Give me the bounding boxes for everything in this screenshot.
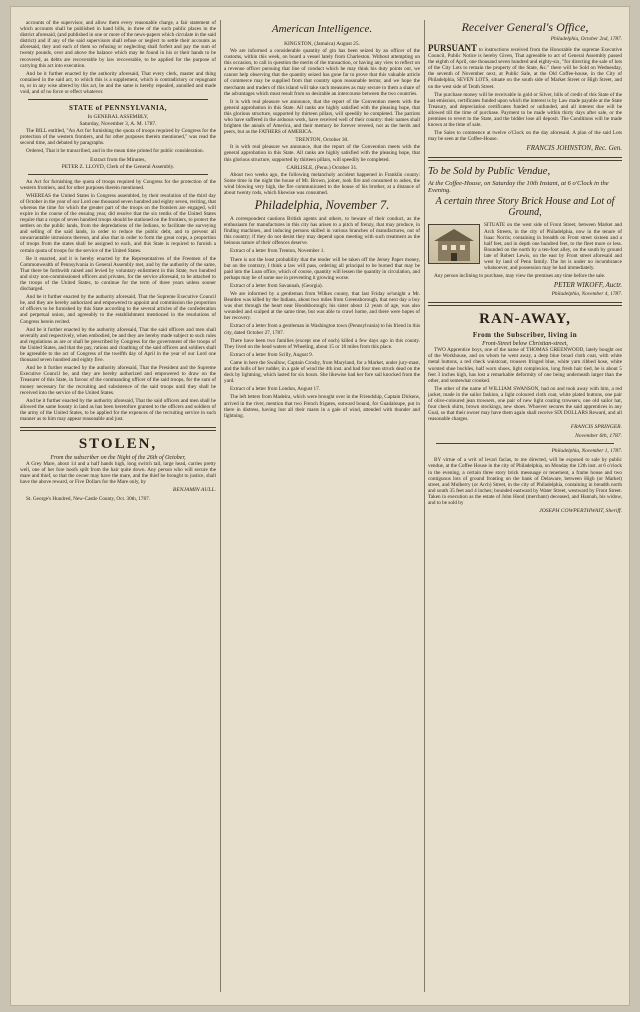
- body-text: WHEREAS the United States in Congress assembled, by their resolution of the third day of October in the year of our Lord one thousand seven hundred and eighty seven, reciting, that whereas the time for which the greater part of the troops on the frontiers are engaged, will expire in the course of the ensuing year, did resolve that the six tenths of the United States require that a corps of seven hundred troops should be stationed on the frontiers, to protect the settlers on the public lands, from the depredations of the Indians, to facilitate the surveying and selling of the said lands, in order to reduce the public debt, and to prevent all unwarrantable intrusions thereon, and also that in order to form the great corps, a proportion of troops from the states shall be assigned to each, and this State is required to furnish a certain quota of troops for the service of the United States.: [20, 192, 216, 254]
- body-text: A Grey Mare, about 14 and a half hands high, long switch tail, large head, carries pretty well, one of her fore hoofs split from the hair quite down. Any person who will secure the mare and thief, so that the owner may have the mare, and the thief be brought to justice, shall have the above reward, or Five Dollars for the Mare only, by: [20, 461, 216, 486]
- body-text: And be it further enacted by the authority aforesaid, That the President and the Supreme Executive Council be, and they are hereby authorized and empowered to draw on the Treasurer of this State, in favour of the commanding officer of the said troops, for the sum of money necessary for the recruiting and subsistence of the said troops until they shall be received into the service of the United States.: [20, 365, 216, 396]
- column-rule: [220, 20, 221, 992]
- divider: [28, 99, 208, 100]
- runaway-subheading: From the Subscriber, living in: [472, 331, 578, 340]
- body-text: The BILL entitled, "An Act for furnishing the quota of troops required by Congress for the protection of the western frontiers, and for other purposes therein mentioned," was read the second time, and debated by paragraphs.: [20, 128, 216, 147]
- body-text: The purchase money will be receivable in gold or Silver, bills of credit of this State of the last emission, certificates funded upon which the interest is by Law made payable at the State Treasury, and depreciation certificates funded or unfunded, and all interest due will be allowed till the time of purchase. Payment to be made within thirty days after sale, or the premises to revert to the State, and the bidder lose all deposit. The Conditions will be made known at the time of sale.: [428, 91, 622, 129]
- divider: [436, 443, 614, 444]
- letter-extract-title: Extract of a letter from Trenton, November 1.: [230, 248, 325, 255]
- column-rule: [424, 20, 425, 992]
- body-text: It is with real pleasure we announce, that the report of the Convention meets with the general approbation in this State. All ranks are highly satisfied with the pleasing hope, that this glorious structure, supported by thirteen pillars, will speedily be completed. The patriots who have suffered in the arduous work, have received well of their country: their names shall brighten the annals of America, and their memory be forever revered, not as the herds and peers, but as the FATHERS of AMERICA.: [224, 98, 420, 136]
- body-text: And be it further enacted by the authority aforesaid, That every clerk, master and thing contained in the said act, to which this is a supplement, which is contradictory or repugnant to, or in any wise altered by this act, be and the same is hereby repealed, annulled and made void, and of no force or effect whatever.: [20, 70, 216, 96]
- body-text: TWO Apprentice boys, one of the name of THOMAS GREENWOOD, lately bought out of the Workhouse, and on whom he went away, a deep blue broad cloth coat, with white metal buttons, a red check waistcoat, trousers fringed blue, white yarn ribbed hose, white worsted shoe buckles, half worn shoes, light complexion, long fresh hair tied, he is about 5 feet 3 inches high, has lost a remarkable deformity of one being underneath larger than the other, and somewhat crooked.: [428, 347, 622, 384]
- letter-extract-title: Extract of a letter from a gentleman in Washington town (Pennsylvania) to his friend in this city, dated October 27, 1787.: [224, 323, 420, 336]
- dateline: KINGSTON, (Jamaica) August 25.: [284, 41, 360, 47]
- stolen-heading: STOLEN,: [78, 436, 158, 453]
- dateline: Philadelphia, November 4, 1787.: [551, 291, 622, 298]
- letter-extract-title: Extract of a letter from Scilly, August 9.: [230, 351, 314, 358]
- house-engraving-image: [428, 224, 480, 264]
- divider: [428, 157, 622, 161]
- vendue-details: At the Coffee-House, on Saturday the 10th Instant, at 6 o'Clock in the Evening.: [428, 180, 609, 195]
- runaway-location: Front-Street below Christian-street,: [482, 341, 568, 348]
- philadelphia-heading: Philadelphia, November 7.: [254, 197, 390, 212]
- runaway-heading: RAN-AWAY,: [479, 311, 571, 328]
- section-heading: STATE of PENNSYLVANIA,: [68, 104, 168, 113]
- body-text: Be it enacted, and it is hereby enacted by the Representatives of the Freemen of the Commonwealth of Pennsylvania in General Assembly met, and by the authority of the same, That there be forthwith raised and levied by voluntary enlistment in this State, two hundred and sixty non-commissioned officers and privates, for the service aforesaid, to be attached to the troops of the United States, to continue for the term of three years unless sooner discharged.: [20, 255, 216, 293]
- body-text: And be it further enacted by the authority aforesaid, That the said officers and men shall severally and respectively, when embodied, be and they are hereby made subject to such rules and regulations as are or shall be prescribed by Congress for the government of the troops of the United States, and that the pay, rations and cloathing of the said officers and soldiers shall be agreeable to the act of Congress of the twelfth day of April in the year of our Lord one thousand seven hundred and eighty five.: [20, 326, 216, 364]
- dateline: TRENTON, October 30.: [295, 137, 349, 144]
- auctioneer-signature: PETER WIKOFF, Auctr.: [553, 281, 622, 290]
- sheriff-signature: JOSEPH COWPERTHWAIT, Sheriff.: [539, 508, 622, 515]
- stolen-subheading: From the subscriber on the Night of the 26th of October,: [50, 455, 186, 462]
- house-heading: A certain three Story Brick House and Lot of Ground,: [435, 196, 615, 219]
- letter-extract-title: Extract of a letter from London, August 17.: [230, 386, 321, 393]
- assembly-heading: In GENERAL ASSEMBLY,: [87, 114, 149, 121]
- newspaper-page: [10, 6, 630, 1006]
- divider: [428, 302, 622, 306]
- body-text: It is with real pleasure we announce, that the report of the Convention meets with the general approbation in this State. All ranks are highly satisfied with the pleasing hope, that this glorious structure, supported by thirteen pillars, will speedily be completed.: [224, 144, 420, 163]
- body-text: There have been two families (except one of each) killed a few days ago in this county. They lived on the head waters of Wheeling, about 15 or 18 miles from this place.: [224, 337, 420, 350]
- runaway-signature: FRANCIS SPRINGER.: [570, 424, 622, 431]
- divider: [20, 427, 216, 431]
- letter-extract-title: Extract of a letter from Savannah, (Georgia).: [230, 282, 323, 289]
- act-title: An Act for furnishing the quota of troops required by Congress for the protection of the western frontiers, and for other purposes therein mentioned.: [20, 178, 216, 191]
- lead-word: PURSUANT: [428, 43, 478, 53]
- clerk-signature: PETER Z. LLOYD, Clerk of the General Assembly.: [61, 163, 175, 170]
- body-text: There is not the least probability that the tender will be taken off the Jersey Paper money, but on the contrary, I think a law will pass, ordering all principal to be burned that may be paid into the Loan office, which of course, quantity will lessen the quantity in circulation, and perhaps may be of some use in preventing it growing worse.: [224, 256, 420, 281]
- body-text: The other of the name of WILLIAM SWANSON, had on and took away with him, a red jacket, made in the sailor fashion, a light coloured cloth coat, white plated buttons, one pair of olive-coloured jean trowsers, one pair of new light coating trowsers, one old sailor hat, four check shirts, brown stockings, new shoes. Whoever secures the said apprentices in any Goal, so that their owner may have them again shall receive SIX DOLLARS Reward, and all reasonable charges.: [428, 385, 622, 423]
- dateline: Saturday, November 3, A. M. 1787.: [79, 121, 157, 128]
- column-left: [20, 20, 216, 992]
- stolen-signature: BENJAMIN AULL.: [172, 487, 216, 494]
- dateline: Philadelphia, November 1, 1787.: [551, 448, 622, 455]
- body-text: Any person inclining to purchase, may view the premises any time before the sale.: [434, 273, 606, 280]
- column-middle: [224, 20, 420, 992]
- stolen-location: St. George's Hundred, New-Castle County, Oct. 30th, 1787.: [26, 496, 150, 503]
- body-text: BY virtue of a writ of levari facias, to me directed, will be exposed to sale by public vendue, at the Coffee House in the city of Philadelphia, on Monday the 12th inst. at 6 o'clock in the evening, a certain three story brick messuage or tenement, a frame house and two contiguous lots of ground fronting on the bank of Delaware, between High (or Market) street, and Mulberry (or Arch) Street, in the city of Philadelphia, containing in breadth north and south 35 feet and 4 inches; bounded eastward by Water Street, westward by Front Street. Taken in execution as the estate of John Hood (merchant) deceased, and Hannah, his widow, and to be sold by: [428, 457, 622, 507]
- body-text: SITUATE on the west side of Front Street, between Market and Arch Streets, in the city of Philadelphia, now in the tenure of Isaac Norris; containing in breadth on Front street sixteen and a half feet, and in depth one hundred feet, to the fleet more or less. Bounded on the north by a ten-foot alley, on the south by ground late of Robert Lewis, on the east by Front street aforesaid and west by land of Penn family. The lot is under no incumbrance whatsoever, and possession may be had immediately.: [484, 222, 622, 272]
- dateline: CARLISLE, (Penn.) October 31.: [286, 164, 358, 171]
- body-text: The left letters from Madeira, which were brought over in the Friendship, Captain Dickens, arrived in the river, mention that two French frigates, outward bound, for Guadaloupe, put in there in distress, having lost all their masts in a gale of wind, attended with thunder and lightning.: [224, 394, 420, 419]
- body-text: About two weeks ago, the following melancholy accident happened in Franklin county: Some time in the night the house of Mr. Brown, joiner, took fire and consumed to ashes, the wind blowing very high, the fire communicated to the house of his brother, at a distance of about twenty rods, which likewise was consumed.: [224, 171, 420, 196]
- body-text: A correspondent cautions British agents and others, to beware of their conduct, as the enthusiasm for manufactures in this city has arisen to a pitch of frenzy, that may produce, in finding machines, and inducing persons skilled in various branches of manufactures, out of this country; if they do not desist they may depend upon meeting with such treatment as the heinous nature of their offences deserve.: [224, 215, 420, 247]
- house-icon: [429, 225, 479, 263]
- body-text: And be it further enacted by the authority aforesaid, That the said officers and men shall be allowed the same bounty in land as has been heretofore granted to the officers and soldiers of the army of the United States, to be applied for the expences of the recruiting service in such manner as to him may appear reasonable and just.: [20, 397, 216, 422]
- vendue-heading: To be Sold by Public Vendue,: [428, 166, 551, 178]
- body-text: We are informed a considerable quantity of gin has been seized by an officer of the customs, within this week, on board a vessel lately from Charleston. Without attempting on this occasion, to call in question the merits of the transaction, or having any view to reflect on a revenue officer pursuing that line of conduct which he may think his duty points out, we cannot help observing that the quantity seized has gone far to prove that this valuable article of commerce may be supplied from that country upon reasonable terms; and we hope the merchants and traders of this island will take such measures as may secure to them a share of the advantages which must result from so desirable an intercourse between the two countries.: [224, 48, 420, 97]
- body-text: Came in here the Swallow, Captain Crosby, from Maryland, for a Market, under jury-mast, and the hulls of her rudder, in a gale of wind the 4th inst. and had four men struck dead on the deck by lightning, which lasted for six hours. She likewise had her fore sail knocked from the yard.: [224, 359, 420, 385]
- receiver-signature: FRANCIS JOHNSTON, Rec. Gen.: [526, 144, 622, 153]
- section-masthead: American Intelligence.: [271, 23, 373, 35]
- body-text: to instructions received from the Honorable the supreme Executive Council, Public Notice is hereby Given, That agreeable to act of General Assembly passed the eighth of April, one thousand seven hundred and eighty-six, "for directing the sale of lots of the City Lots to remain the property of the State, &c." there will be Sold on Wednesday, the seventh of November next, at Public Sale, at the Old Coffee-house, in the City of Philadelphia, SEVEN LOTS, situate on the south side of Market Street or High Street, and on the west side of Tenth Street.: [428, 47, 622, 90]
- extract-note: Extract from the Minutes,: [90, 156, 146, 163]
- body-text: And be it further enacted by the authority aforesaid, That the Supreme Executive Council be, and they are hereby authorized and empowered to appoint and commission the proportion of officers to be furnished by this State according to the several articles of the confederation and perpetual union, and agreeably to the establishment mentioned in the resolutions of Congress herein recited.: [20, 294, 216, 325]
- divider: [28, 174, 208, 175]
- column-right: [428, 20, 622, 992]
- body-text: accounts of the supervisor, and allow them every reasonable charge, a fair statement of which accounts shall be published in hand bills, in three of the such public places in the district aforesaid, (and published in one or more of the news-papers which circulate in the said district) and if any of the said supervisors shall refuse or neglect to settle their accounts as aforesaid, they and each of them so refusing or neglecting shall forfeit and pay the sum of twenty pounds, over and above the balance which may be found in his or their hands to be recovered, as debts are recoverable by law recoverable, to be applied for the purpose of carrying this act into execution.: [20, 20, 216, 69]
- dateline: Philadelphia, October 2nd, 1787.: [550, 36, 622, 42]
- receiver-heading: Receiver General's Office,: [461, 20, 589, 34]
- body-text: The Sales to commence at twelve o'Clock on the day aforesaid. A plan of the said Lots may be seen at the Coffee-House.: [428, 130, 622, 143]
- body-text: We are informed by a gentleman from Wilkes county, that last Friday se'nnight a Mr. Bearden was killed by the Indians, about two miles from Greensborough, that next day a boy was shot through the heart near Hoodsborough; his sister about 12 years of age, was also wounded and scalped at the same time, but was able to crawl home, and there were hopes of her recovery.: [224, 291, 420, 322]
- body-text: Ordered, That it be transcribed, and in the mean time printed for public consideration.: [26, 148, 204, 155]
- dateline: November 6th, 1787.: [575, 433, 622, 440]
